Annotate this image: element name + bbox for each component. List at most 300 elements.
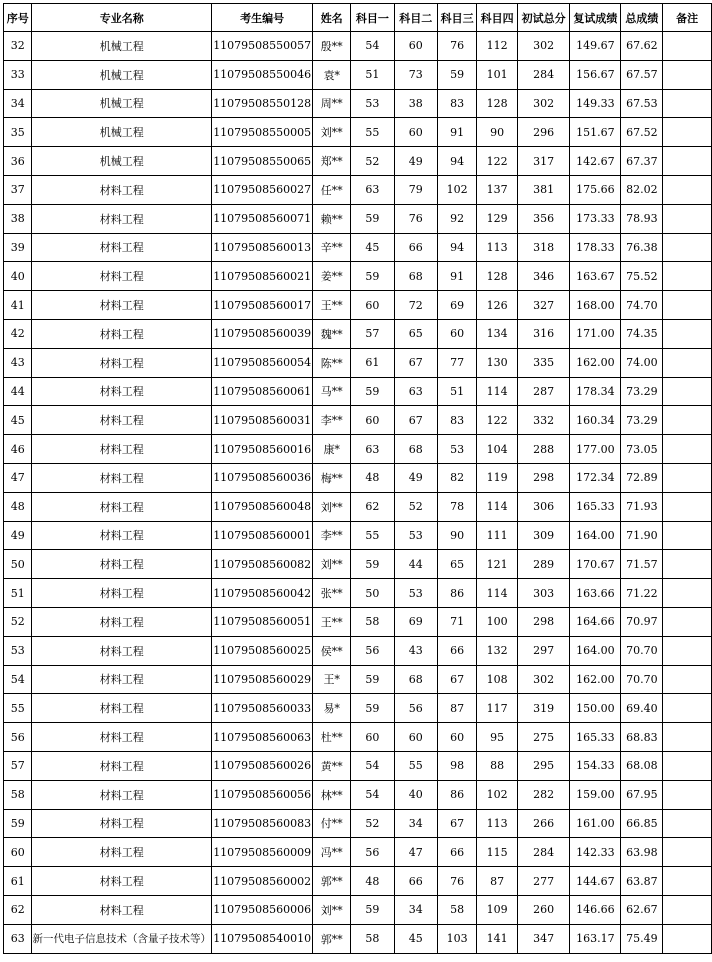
header-total: 初试总分 <box>518 4 570 32</box>
cell-id: 11079508560033 <box>211 694 312 723</box>
cell-id: 11079508560001 <box>211 521 312 550</box>
cell-retest: 142.67 <box>570 147 621 176</box>
cell-total: 284 <box>518 60 570 89</box>
header-final: 总成绩 <box>621 4 663 32</box>
table-row <box>4 291 712 320</box>
cell-major: 材料工程 <box>32 838 212 867</box>
cell-note <box>663 867 712 896</box>
cell-final: 71.22 <box>621 579 663 608</box>
cell-final: 75.52 <box>621 262 663 291</box>
cell-subject4: 113 <box>477 809 518 838</box>
cell-name: 陈** <box>313 348 351 377</box>
cell-total: 298 <box>518 607 570 636</box>
cell-id: 11079508560071 <box>211 204 312 233</box>
cell-major: 材料工程 <box>32 204 212 233</box>
cell-subject3: 76 <box>437 867 476 896</box>
cell-id: 11079508560056 <box>211 780 312 809</box>
cell-major: 材料工程 <box>32 607 212 636</box>
cell-no: 58 <box>4 780 32 809</box>
cell-final: 73.05 <box>621 435 663 464</box>
table-row <box>4 435 712 464</box>
cell-total: 297 <box>518 636 570 665</box>
cell-subject4: 119 <box>477 463 518 492</box>
cell-subject1: 51 <box>351 60 395 89</box>
cell-name: 黄** <box>313 751 351 780</box>
cell-subject4: 121 <box>477 550 518 579</box>
cell-total: 288 <box>518 435 570 464</box>
cell-name: 马** <box>313 377 351 406</box>
cell-subject2: 66 <box>394 867 437 896</box>
cell-no: 47 <box>4 463 32 492</box>
cell-retest: 150.00 <box>570 694 621 723</box>
cell-subject3: 102 <box>437 175 476 204</box>
cell-retest: 165.33 <box>570 723 621 752</box>
cell-note <box>663 147 712 176</box>
cell-major: 材料工程 <box>32 550 212 579</box>
table-row <box>4 665 712 694</box>
table-row <box>4 550 712 579</box>
cell-retest: 178.33 <box>570 233 621 262</box>
cell-total: 318 <box>518 233 570 262</box>
cell-subject1: 59 <box>351 204 395 233</box>
cell-id: 11079508560027 <box>211 175 312 204</box>
cell-subject1: 60 <box>351 723 395 752</box>
table-row <box>4 751 712 780</box>
cell-id: 11079508560009 <box>211 838 312 867</box>
cell-subject3: 71 <box>437 607 476 636</box>
cell-major: 机械工程 <box>32 89 212 118</box>
cell-note <box>663 780 712 809</box>
cell-subject4: 111 <box>477 521 518 550</box>
cell-retest: 173.33 <box>570 204 621 233</box>
table-row <box>4 118 712 147</box>
cell-final: 67.37 <box>621 147 663 176</box>
cell-note <box>663 723 712 752</box>
cell-subject4: 113 <box>477 233 518 262</box>
cell-subject3: 60 <box>437 723 476 752</box>
cell-major: 材料工程 <box>32 694 212 723</box>
cell-id: 11079508560061 <box>211 377 312 406</box>
cell-subject1: 54 <box>351 751 395 780</box>
cell-total: 327 <box>518 291 570 320</box>
cell-note <box>663 521 712 550</box>
cell-retest: 178.34 <box>570 377 621 406</box>
cell-note <box>663 348 712 377</box>
cell-major: 材料工程 <box>32 233 212 262</box>
cell-note <box>663 291 712 320</box>
cell-major: 材料工程 <box>32 895 212 924</box>
cell-total: 298 <box>518 463 570 492</box>
cell-final: 68.08 <box>621 751 663 780</box>
cell-subject1: 48 <box>351 867 395 896</box>
table-row <box>4 723 712 752</box>
cell-note <box>663 32 712 61</box>
cell-id: 11079508560036 <box>211 463 312 492</box>
cell-subject3: 103 <box>437 924 476 953</box>
cell-subject2: 47 <box>394 838 437 867</box>
cell-total: 275 <box>518 723 570 752</box>
cell-name: 郭** <box>313 867 351 896</box>
cell-subject3: 82 <box>437 463 476 492</box>
cell-subject2: 60 <box>394 118 437 147</box>
cell-subject1: 59 <box>351 262 395 291</box>
cell-retest: 164.66 <box>570 607 621 636</box>
cell-subject4: 122 <box>477 406 518 435</box>
cell-subject2: 34 <box>394 895 437 924</box>
cell-subject3: 91 <box>437 118 476 147</box>
cell-subject1: 59 <box>351 694 395 723</box>
cell-name: 袁* <box>313 60 351 89</box>
cell-no: 35 <box>4 118 32 147</box>
cell-subject1: 53 <box>351 89 395 118</box>
cell-subject4: 128 <box>477 89 518 118</box>
cell-subject2: 76 <box>394 204 437 233</box>
cell-name: 林** <box>313 780 351 809</box>
cell-retest: 159.00 <box>570 780 621 809</box>
cell-subject3: 78 <box>437 492 476 521</box>
cell-total: 309 <box>518 521 570 550</box>
cell-major: 材料工程 <box>32 348 212 377</box>
cell-id: 11079508560042 <box>211 579 312 608</box>
cell-subject1: 59 <box>351 377 395 406</box>
table-row <box>4 838 712 867</box>
header-retest: 复试成绩 <box>570 4 621 32</box>
cell-id: 11079508560051 <box>211 607 312 636</box>
cell-note <box>663 118 712 147</box>
cell-subject3: 67 <box>437 809 476 838</box>
cell-subject4: 141 <box>477 924 518 953</box>
cell-subject4: 100 <box>477 607 518 636</box>
cell-subject4: 137 <box>477 175 518 204</box>
cell-subject2: 68 <box>394 262 437 291</box>
cell-no: 44 <box>4 377 32 406</box>
cell-final: 73.29 <box>621 377 663 406</box>
cell-name: 杜** <box>313 723 351 752</box>
cell-subject4: 104 <box>477 435 518 464</box>
cell-final: 67.53 <box>621 89 663 118</box>
header-note: 备注 <box>663 4 712 32</box>
cell-retest: 154.33 <box>570 751 621 780</box>
cell-name: 王** <box>313 291 351 320</box>
cell-subject1: 54 <box>351 780 395 809</box>
cell-id: 11079508560006 <box>211 895 312 924</box>
cell-no: 51 <box>4 579 32 608</box>
cell-retest: 170.67 <box>570 550 621 579</box>
cell-subject2: 38 <box>394 89 437 118</box>
cell-final: 76.38 <box>621 233 663 262</box>
header-row <box>4 4 712 32</box>
cell-subject4: 108 <box>477 665 518 694</box>
cell-subject1: 58 <box>351 607 395 636</box>
cell-subject2: 56 <box>394 694 437 723</box>
cell-subject1: 58 <box>351 924 395 953</box>
cell-note <box>663 694 712 723</box>
cell-subject4: 88 <box>477 751 518 780</box>
cell-subject2: 66 <box>394 233 437 262</box>
cell-note <box>663 435 712 464</box>
cell-subject3: 66 <box>437 636 476 665</box>
cell-name: 殷** <box>313 32 351 61</box>
cell-name: 李** <box>313 521 351 550</box>
table-row <box>4 319 712 348</box>
cell-subject4: 132 <box>477 636 518 665</box>
cell-final: 70.70 <box>621 665 663 694</box>
cell-subject3: 60 <box>437 319 476 348</box>
cell-subject2: 73 <box>394 60 437 89</box>
cell-no: 33 <box>4 60 32 89</box>
table-row <box>4 924 712 953</box>
cell-total: 296 <box>518 118 570 147</box>
table-row <box>4 32 712 61</box>
cell-retest: 146.66 <box>570 895 621 924</box>
cell-major: 机械工程 <box>32 147 212 176</box>
cell-subject2: 69 <box>394 607 437 636</box>
cell-subject1: 50 <box>351 579 395 608</box>
cell-subject4: 95 <box>477 723 518 752</box>
cell-no: 32 <box>4 32 32 61</box>
table-row <box>4 607 712 636</box>
cell-subject2: 49 <box>394 147 437 176</box>
cell-id: 11079508560021 <box>211 262 312 291</box>
cell-subject4: 128 <box>477 262 518 291</box>
cell-major: 材料工程 <box>32 579 212 608</box>
cell-final: 82.02 <box>621 175 663 204</box>
cell-major: 材料工程 <box>32 406 212 435</box>
cell-total: 266 <box>518 809 570 838</box>
cell-subject2: 49 <box>394 463 437 492</box>
cell-final: 74.70 <box>621 291 663 320</box>
cell-name: 刘** <box>313 550 351 579</box>
cell-name: 王* <box>313 665 351 694</box>
cell-note <box>663 319 712 348</box>
cell-subject1: 56 <box>351 838 395 867</box>
cell-subject3: 83 <box>437 89 476 118</box>
table-row <box>4 204 712 233</box>
cell-subject4: 114 <box>477 492 518 521</box>
cell-subject3: 83 <box>437 406 476 435</box>
cell-no: 41 <box>4 291 32 320</box>
cell-subject2: 68 <box>394 665 437 694</box>
cell-retest: 165.33 <box>570 492 621 521</box>
cell-subject4: 126 <box>477 291 518 320</box>
cell-subject2: 65 <box>394 319 437 348</box>
cell-retest: 177.00 <box>570 435 621 464</box>
cell-total: 356 <box>518 204 570 233</box>
cell-major: 机械工程 <box>32 118 212 147</box>
table-row <box>4 60 712 89</box>
cell-subject3: 98 <box>437 751 476 780</box>
table-row <box>4 521 712 550</box>
cell-name: 李** <box>313 406 351 435</box>
cell-note <box>663 838 712 867</box>
cell-no: 50 <box>4 550 32 579</box>
cell-subject1: 48 <box>351 463 395 492</box>
cell-total: 260 <box>518 895 570 924</box>
cell-subject3: 65 <box>437 550 476 579</box>
cell-subject1: 55 <box>351 521 395 550</box>
cell-subject4: 122 <box>477 147 518 176</box>
cell-total: 317 <box>518 147 570 176</box>
cell-major: 材料工程 <box>32 175 212 204</box>
cell-final: 71.90 <box>621 521 663 550</box>
cell-total: 302 <box>518 32 570 61</box>
cell-subject3: 77 <box>437 348 476 377</box>
cell-id: 11079508560029 <box>211 665 312 694</box>
cell-major: 材料工程 <box>32 262 212 291</box>
table-row <box>4 262 712 291</box>
cell-no: 39 <box>4 233 32 262</box>
cell-retest: 164.00 <box>570 521 621 550</box>
header-subject1: 科目一 <box>351 4 395 32</box>
cell-major: 材料工程 <box>32 319 212 348</box>
cell-subject2: 43 <box>394 636 437 665</box>
cell-no: 53 <box>4 636 32 665</box>
table-row <box>4 377 712 406</box>
cell-retest: 162.00 <box>570 348 621 377</box>
cell-no: 56 <box>4 723 32 752</box>
cell-note <box>663 377 712 406</box>
cell-name: 王** <box>313 607 351 636</box>
cell-major: 材料工程 <box>32 665 212 694</box>
cell-major: 材料工程 <box>32 780 212 809</box>
cell-final: 66.85 <box>621 809 663 838</box>
cell-id: 11079508540010 <box>211 924 312 953</box>
cell-subject2: 60 <box>394 32 437 61</box>
cell-subject4: 101 <box>477 60 518 89</box>
cell-subject4: 112 <box>477 32 518 61</box>
cell-subject2: 55 <box>394 751 437 780</box>
cell-note <box>663 550 712 579</box>
cell-subject2: 72 <box>394 291 437 320</box>
cell-retest: 163.66 <box>570 579 621 608</box>
cell-id: 11079508560063 <box>211 723 312 752</box>
cell-final: 71.57 <box>621 550 663 579</box>
cell-subject3: 66 <box>437 838 476 867</box>
cell-final: 67.62 <box>621 32 663 61</box>
cell-total: 302 <box>518 89 570 118</box>
cell-no: 37 <box>4 175 32 204</box>
cell-total: 335 <box>518 348 570 377</box>
cell-subject4: 129 <box>477 204 518 233</box>
cell-subject2: 44 <box>394 550 437 579</box>
cell-retest: 168.00 <box>570 291 621 320</box>
cell-final: 63.87 <box>621 867 663 896</box>
cell-final: 73.29 <box>621 406 663 435</box>
table-body <box>4 32 712 954</box>
cell-subject1: 56 <box>351 636 395 665</box>
cell-id: 11079508560054 <box>211 348 312 377</box>
cell-name: 郑** <box>313 147 351 176</box>
header-subject4: 科目四 <box>477 4 518 32</box>
cell-subject1: 55 <box>351 118 395 147</box>
cell-name: 刘** <box>313 895 351 924</box>
cell-retest: 156.67 <box>570 60 621 89</box>
cell-no: 63 <box>4 924 32 953</box>
cell-retest: 162.00 <box>570 665 621 694</box>
cell-name: 张** <box>313 579 351 608</box>
cell-no: 45 <box>4 406 32 435</box>
cell-subject2: 45 <box>394 924 437 953</box>
cell-retest: 172.34 <box>570 463 621 492</box>
cell-major: 材料工程 <box>32 492 212 521</box>
cell-final: 70.70 <box>621 636 663 665</box>
cell-total: 277 <box>518 867 570 896</box>
cell-no: 48 <box>4 492 32 521</box>
cell-note <box>663 636 712 665</box>
header-subject2: 科目二 <box>394 4 437 32</box>
cell-subject2: 79 <box>394 175 437 204</box>
cell-subject3: 67 <box>437 665 476 694</box>
cell-id: 11079508560025 <box>211 636 312 665</box>
cell-subject2: 63 <box>394 377 437 406</box>
cell-major: 材料工程 <box>32 751 212 780</box>
cell-name: 辛** <box>313 233 351 262</box>
cell-subject3: 87 <box>437 694 476 723</box>
cell-major: 材料工程 <box>32 435 212 464</box>
cell-subject4: 90 <box>477 118 518 147</box>
cell-id: 11079508560002 <box>211 867 312 896</box>
cell-total: 284 <box>518 838 570 867</box>
cell-subject4: 87 <box>477 867 518 896</box>
cell-note <box>663 89 712 118</box>
cell-note <box>663 895 712 924</box>
cell-note <box>663 463 712 492</box>
cell-retest: 171.00 <box>570 319 621 348</box>
cell-subject3: 69 <box>437 291 476 320</box>
cell-total: 346 <box>518 262 570 291</box>
cell-subject3: 86 <box>437 780 476 809</box>
cell-id: 11079508550046 <box>211 60 312 89</box>
cell-no: 54 <box>4 665 32 694</box>
cell-subject4: 102 <box>477 780 518 809</box>
cell-note <box>663 924 712 953</box>
cell-major: 材料工程 <box>32 636 212 665</box>
cell-final: 63.98 <box>621 838 663 867</box>
cell-subject1: 61 <box>351 348 395 377</box>
table-row <box>4 463 712 492</box>
cell-name: 梅** <box>313 463 351 492</box>
cell-subject1: 57 <box>351 319 395 348</box>
cell-subject3: 76 <box>437 32 476 61</box>
cell-final: 69.40 <box>621 694 663 723</box>
cell-id: 11079508550005 <box>211 118 312 147</box>
cell-subject1: 54 <box>351 32 395 61</box>
cell-final: 70.97 <box>621 607 663 636</box>
cell-subject3: 91 <box>437 262 476 291</box>
cell-subject2: 60 <box>394 723 437 752</box>
cell-subject2: 67 <box>394 348 437 377</box>
cell-name: 周** <box>313 89 351 118</box>
cell-subject3: 51 <box>437 377 476 406</box>
cell-no: 42 <box>4 319 32 348</box>
cell-subject1: 60 <box>351 406 395 435</box>
cell-note <box>663 492 712 521</box>
header-no: 序号 <box>4 4 32 32</box>
cell-total: 282 <box>518 780 570 809</box>
cell-id: 11079508550065 <box>211 147 312 176</box>
cell-name: 郭** <box>313 924 351 953</box>
cell-major: 材料工程 <box>32 867 212 896</box>
cell-retest: 163.17 <box>570 924 621 953</box>
cell-subject3: 94 <box>437 147 476 176</box>
cell-retest: 151.67 <box>570 118 621 147</box>
cell-retest: 164.00 <box>570 636 621 665</box>
cell-total: 306 <box>518 492 570 521</box>
cell-total: 319 <box>518 694 570 723</box>
cell-name: 侯** <box>313 636 351 665</box>
cell-retest: 149.67 <box>570 32 621 61</box>
cell-id: 11079508560017 <box>211 291 312 320</box>
